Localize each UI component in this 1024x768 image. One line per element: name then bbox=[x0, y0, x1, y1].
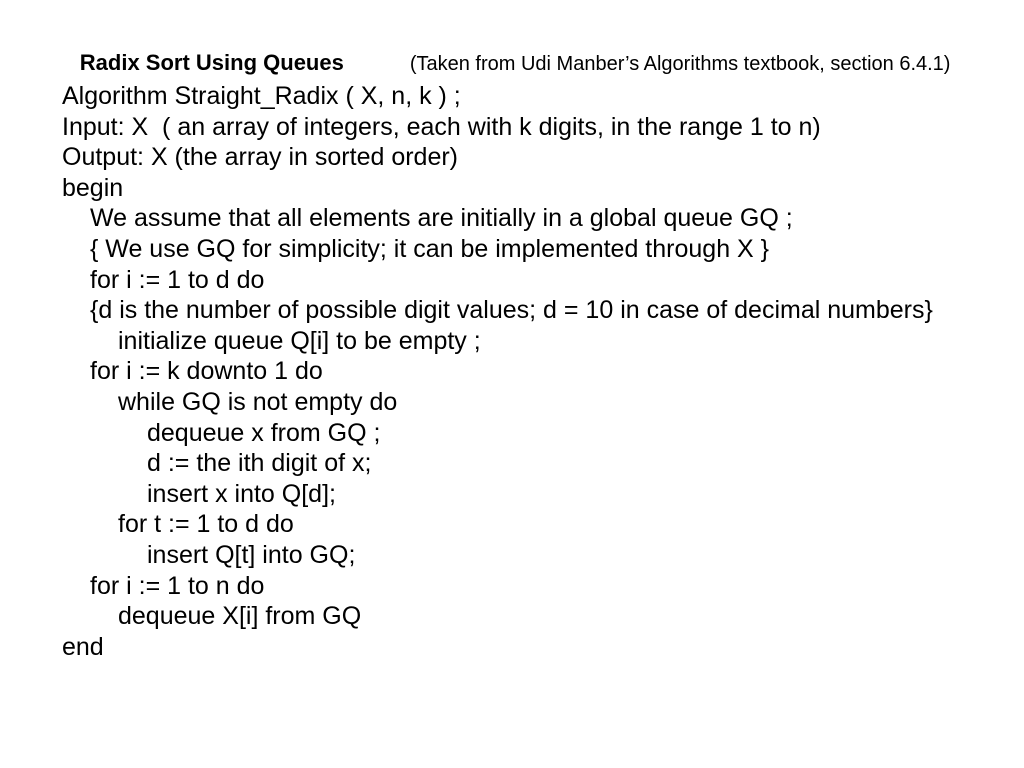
code-line-insert-qt: insert Q[t] into GQ; bbox=[147, 540, 356, 569]
code-line-for-k-downto: for i := k downto 1 do bbox=[90, 357, 323, 386]
code-line-algorithm-header: Algorithm Straight_Radix ( X, n, k ) ; bbox=[62, 82, 461, 110]
algorithm-pseudocode bbox=[62, 81, 933, 662]
code-line-comment-d: {d is the number of possible digit values; d = 10 in case of decimal numbers} bbox=[90, 296, 933, 325]
code-line-end: end bbox=[62, 632, 104, 661]
code-line-begin: begin bbox=[62, 173, 124, 202]
code-line-init-queue: initialize queue Q[i] to be empty ; bbox=[118, 326, 481, 355]
code-line-input: Input: X ( an array of integers, each with k digits, in the range 1 to n) bbox=[62, 112, 821, 141]
code-line-for-t: for t := 1 to d do bbox=[118, 510, 294, 539]
code-line-output: Output: X (the array in sorted order) bbox=[62, 143, 459, 172]
code-line-insert-x: insert x into Q[d]; bbox=[147, 479, 336, 508]
slide-title: Radix Sort Using Queues bbox=[79, 50, 344, 75]
code-line-dequeue-x: dequeue x from GQ ; bbox=[147, 418, 381, 447]
slide-subtitle: (Taken from Udi Manber’s Algorithms textbook, section 6.4.1) bbox=[409, 53, 951, 75]
code-line-comment-gq: { We use GQ for simplicity; it can be implemented through X } bbox=[90, 234, 770, 263]
code-line-dequeue-xi: dequeue X[i] from GQ bbox=[118, 602, 362, 631]
code-line-for-init: for i := 1 to d do bbox=[90, 265, 265, 294]
code-line-ith-digit: d := the ith digit of x; bbox=[147, 449, 372, 478]
code-line-for-n: for i := 1 to n do bbox=[90, 571, 265, 600]
code-line-assumption: We assume that all elements are initially in a global queue GQ ; bbox=[90, 204, 793, 233]
code-line-while-gq: while GQ is not empty do bbox=[118, 387, 398, 416]
